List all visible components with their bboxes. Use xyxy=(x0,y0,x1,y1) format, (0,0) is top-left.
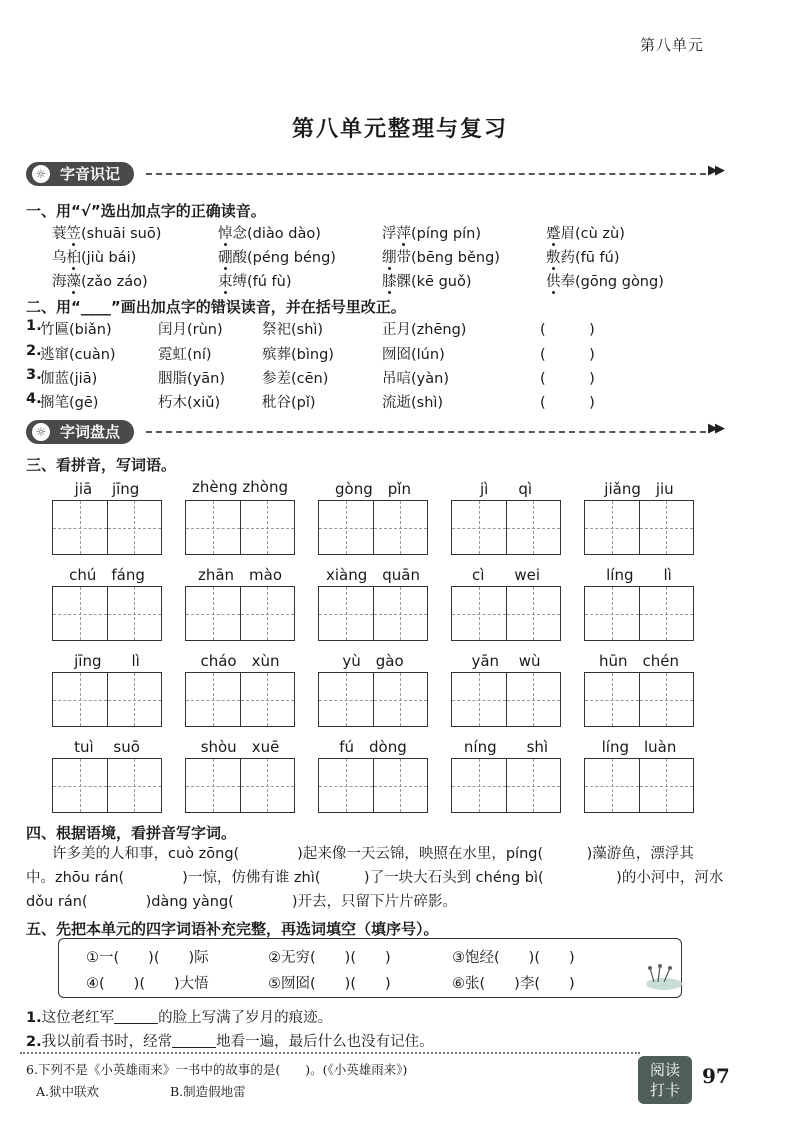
idiom-option[interactable]: ①一( )( )际 xyxy=(86,950,209,966)
context-paragraph-line: dǒu rán( )dàng yàng( )开去，只留下片片碎影。 xyxy=(26,894,457,910)
word-item[interactable]: 囫囵(lún) xyxy=(382,347,445,363)
tianzige-box[interactable] xyxy=(185,586,295,641)
context-paragraph-line: 中。zhōu rán( )一惊，仿佛有谁 zhì( )了一块大石头到 chéng bì( )的小河中，河水 xyxy=(26,870,724,886)
tianzige-box[interactable] xyxy=(52,758,162,813)
tianzige-box[interactable] xyxy=(318,672,428,727)
question-3-title: 三、看拼音，写词语。 xyxy=(26,456,177,474)
fill-sentence-2: 2.我以前看书时，经常 地看一遍，最后什么也没有记住。 xyxy=(26,1034,434,1050)
tianzige-box[interactable] xyxy=(52,500,162,555)
pinyin-label: zhān mào xyxy=(197,566,283,584)
tianzige-box[interactable] xyxy=(584,500,694,555)
plant-decoration-icon xyxy=(640,962,684,992)
section-label: 字音识记 xyxy=(60,165,121,183)
idiom-option[interactable]: ④( )( )大悟 xyxy=(86,976,209,992)
tianzige-box[interactable] xyxy=(318,500,428,555)
tianzige-box[interactable] xyxy=(318,586,428,641)
idiom-option[interactable]: ③饱经( )( ) xyxy=(452,950,575,966)
tianzige-box[interactable] xyxy=(318,758,428,813)
pinyin-choice-item[interactable]: 供奉(gōng gòng) xyxy=(546,274,664,290)
pinyin-choice-item[interactable]: 膝髁(kē guǒ) xyxy=(382,274,472,290)
idiom-option[interactable]: ②无穷( )( ) xyxy=(268,950,391,966)
section-banner-pronunciation xyxy=(26,162,726,186)
answer-blank[interactable] xyxy=(172,1047,216,1048)
dashed-divider xyxy=(146,431,706,433)
pinyin-choice-item[interactable]: 蓑笠(shuāi suō) xyxy=(52,226,162,242)
pinyin-label: gòng pǐn xyxy=(335,480,411,498)
pinyin-label: chú fáng xyxy=(69,566,145,584)
question-5-title: 五、先把本单元的四字词语补充完整，再选词填空（填序号）。 xyxy=(26,920,439,938)
pinyin-label: xiàng quān xyxy=(326,566,420,584)
pinyin-label: zhèng zhòng xyxy=(192,478,288,496)
word-item[interactable]: 朽木(xiǔ) xyxy=(158,395,221,411)
pinyin-label: cì wei xyxy=(471,566,541,584)
context-paragraph-line: 许多美的人和事，cuò zōng( )起来像一天云锦，映照在水里，píng( )藻游鱼，漂浮其 xyxy=(52,846,694,862)
answer-parentheses[interactable]: ( ) xyxy=(540,395,595,411)
reading-checkin-badge: 阅读 打卡 xyxy=(638,1056,692,1104)
lightbulb-icon: ☼ xyxy=(32,165,50,183)
answer-parentheses[interactable]: ( ) xyxy=(540,322,595,338)
question-4-title: 四、根据语境，看拼音写字词。 xyxy=(26,824,237,842)
tianzige-box[interactable] xyxy=(451,500,561,555)
pinyin-label: yān wù xyxy=(471,652,541,670)
page-title: 第八单元整理与复习 xyxy=(291,117,508,142)
section-label: 字词盘点 xyxy=(60,423,121,441)
tianzige-box[interactable] xyxy=(52,586,162,641)
pinyin-choice-item[interactable]: 绷带(bēng běng) xyxy=(382,250,500,266)
pinyin-choice-item[interactable]: 乌桕(jiù bái) xyxy=(52,250,137,266)
tianzige-box[interactable] xyxy=(52,672,162,727)
tianzige-box[interactable] xyxy=(584,758,694,813)
pinyin-choice-item[interactable]: 海藻(zǎo záo) xyxy=(52,274,148,290)
choice-a[interactable]: A.狱中联欢 xyxy=(36,1084,100,1099)
pinyin-label: fú dòng xyxy=(339,738,407,756)
answer-blank[interactable] xyxy=(114,1023,158,1024)
double-arrow-icon: ▶▶ xyxy=(708,163,722,178)
tianzige-box[interactable] xyxy=(185,672,295,727)
row-number: 4. xyxy=(26,391,42,407)
word-item[interactable]: 霓虹(ní) xyxy=(158,347,212,363)
tianzige-box[interactable] xyxy=(451,672,561,727)
word-item[interactable]: 参差(cēn) xyxy=(262,371,329,387)
pinyin-label: líng lì xyxy=(606,566,672,584)
pinyin-label: jīng lì xyxy=(74,652,140,670)
pinyin-label: jì qì xyxy=(479,480,533,498)
word-item[interactable]: 闰月(rùn) xyxy=(158,322,223,338)
pinyin-choice-item[interactable]: 悼念(diào dào) xyxy=(218,226,321,242)
pinyin-choice-item[interactable]: 浮萍(píng pín) xyxy=(382,226,481,242)
pinyin-label: líng luàn xyxy=(601,738,677,756)
tianzige-box[interactable] xyxy=(451,758,561,813)
question-2-title: 二、用“____”画出加点字的错误读音，并在括号里改正。 xyxy=(26,298,406,316)
word-item[interactable]: 搁笔(gē) xyxy=(40,395,99,411)
pinyin-choice-item[interactable]: 蹙眉(cù zù) xyxy=(546,226,625,242)
idiom-option[interactable]: ⑤囫囵( )( ) xyxy=(268,976,391,992)
row-number: 2. xyxy=(26,343,42,359)
pinyin-label: hūn chén xyxy=(598,652,679,670)
tianzige-box[interactable] xyxy=(451,586,561,641)
page-number: 97 xyxy=(702,1064,730,1088)
lightbulb-icon: ☼ xyxy=(32,423,50,441)
pinyin-label: jiǎng jiu xyxy=(604,480,674,498)
pinyin-choice-item[interactable]: 硼酸(péng béng) xyxy=(218,250,336,266)
header-unit-label: 第八单元 xyxy=(640,36,705,54)
word-item[interactable]: 竹匾(biǎn) xyxy=(40,322,112,338)
section-badge xyxy=(26,420,134,444)
section-badge xyxy=(26,162,134,186)
word-item[interactable]: 秕谷(pǐ) xyxy=(262,395,316,411)
tianzige-box[interactable] xyxy=(584,672,694,727)
pinyin-label: tuì suō xyxy=(74,738,140,756)
question-1-title: 一、用“√”选出加点字的正确读音。 xyxy=(26,202,266,220)
word-item[interactable]: 逃窜(cuàn) xyxy=(40,347,116,363)
question-6-text: 6.下列不是《小英雄雨来》一书中的故事的是( )。(《小英雄雨来》) xyxy=(26,1062,408,1077)
tianzige-box[interactable] xyxy=(185,758,295,813)
word-item[interactable]: 祭祀(shì) xyxy=(262,322,324,338)
fill-sentence-1: 1.这位老红军 的脸上写满了岁月的痕迹。 xyxy=(26,1010,333,1026)
word-item[interactable]: 正月(zhēng) xyxy=(382,322,467,338)
double-arrow-icon: ▶▶ xyxy=(708,421,722,436)
section-banner-vocabulary xyxy=(26,420,726,444)
word-item[interactable]: 流逝(shì) xyxy=(382,395,444,411)
tianzige-box[interactable] xyxy=(584,586,694,641)
pinyin-choice-item[interactable]: 敷药(fū fú) xyxy=(546,250,620,266)
dotted-separator xyxy=(20,1052,640,1054)
word-item[interactable]: 胭脂(yān) xyxy=(158,371,225,387)
idiom-option[interactable]: ⑥张( )李( ) xyxy=(452,976,575,992)
pinyin-label: cháo xùn xyxy=(200,652,280,670)
answer-parentheses[interactable]: ( ) xyxy=(540,347,595,363)
word-item[interactable]: 吊唁(yàn) xyxy=(382,371,449,387)
pinyin-label: níng shì xyxy=(463,738,549,756)
dashed-divider xyxy=(146,173,706,175)
pinyin-label: jiā jīng xyxy=(74,480,140,498)
row-number: 1. xyxy=(26,318,42,334)
answer-parentheses[interactable]: ( ) xyxy=(540,371,595,387)
pinyin-label: yù gào xyxy=(342,652,404,670)
word-item[interactable]: 伽蓝(jiā) xyxy=(40,371,98,387)
pinyin-label: shòu xuē xyxy=(200,738,280,756)
tianzige-box[interactable] xyxy=(185,500,295,555)
choice-b[interactable]: B.制造假地雷 xyxy=(170,1084,246,1099)
word-item[interactable]: 殡葬(bìng) xyxy=(262,347,334,363)
row-number: 3. xyxy=(26,367,42,383)
pinyin-choice-item[interactable]: 束缚(fú fù) xyxy=(218,274,292,290)
